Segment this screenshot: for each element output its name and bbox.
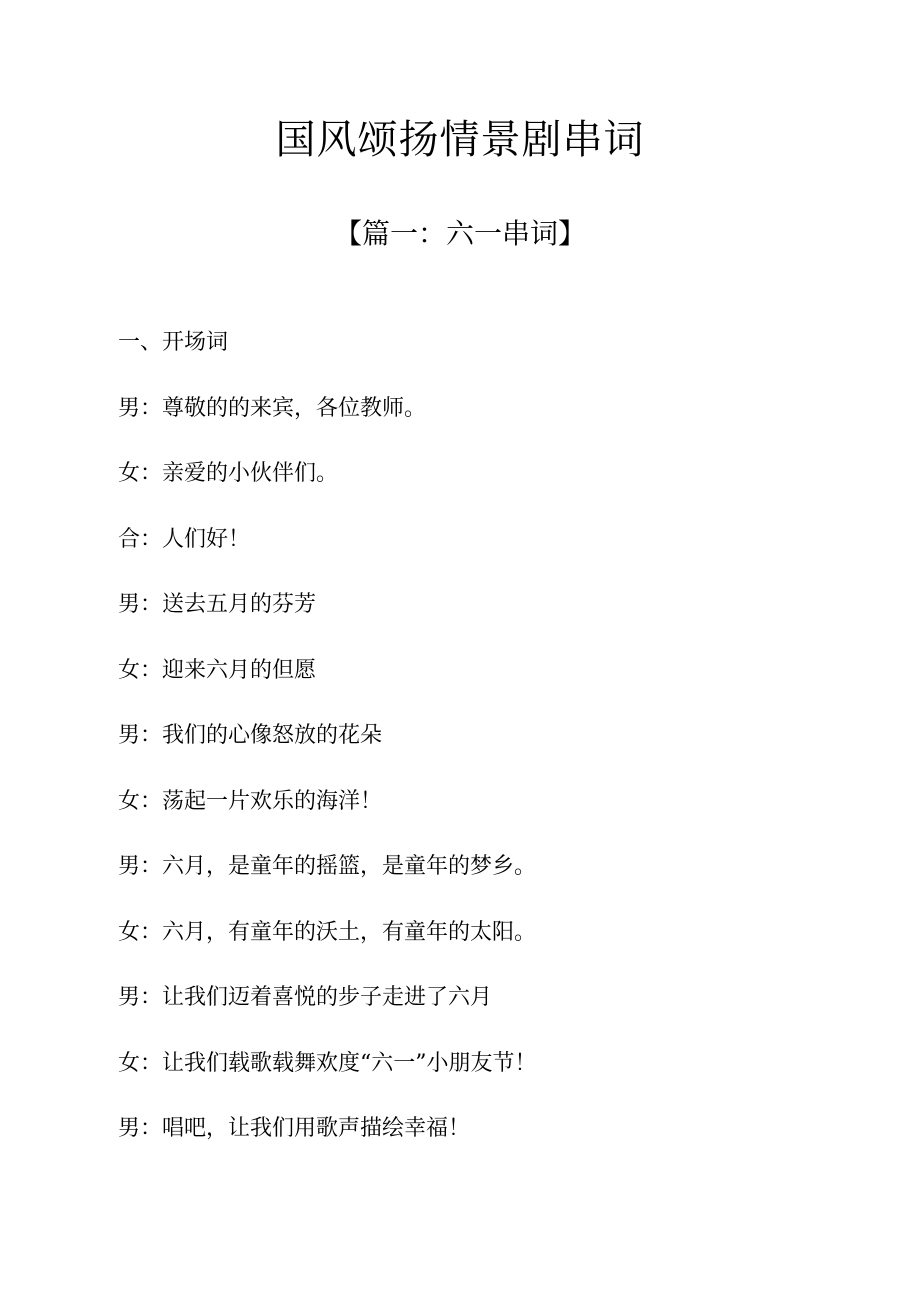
line-text: 六月，是童年的摇篮，是童年的梦乡。 <box>162 854 537 879</box>
line-text: 送去五月的芬芳 <box>162 592 317 617</box>
dialogue-line <box>118 848 818 914</box>
speaker-separator: ： <box>140 395 163 421</box>
speaker-separator: ： <box>140 985 163 1010</box>
speaker-separator: ： <box>140 526 163 552</box>
dialogue-line <box>118 979 818 1045</box>
speaker-label: 女 <box>118 1050 141 1076</box>
speaker-label: 男 <box>118 854 141 879</box>
speaker-separator: ： <box>140 1050 163 1076</box>
line-text: 迎来六月的但愿 <box>162 657 317 683</box>
dialogue-line <box>118 1045 818 1111</box>
document-title: 国风颂扬情景剧串词 <box>275 117 645 163</box>
speaker-label: 男 <box>118 985 141 1010</box>
line-text: 人们好！ <box>162 526 251 552</box>
section-heading: 一、开场词 <box>118 330 229 355</box>
speaker-label: 女 <box>118 461 141 486</box>
speaker-label: 男 <box>118 395 141 421</box>
dialogue-line <box>118 652 818 718</box>
speaker-label: 男 <box>118 723 141 748</box>
dialogue-line <box>118 586 818 652</box>
dialogue-line <box>118 783 818 849</box>
dialogue-line <box>118 717 818 783</box>
line-text: 尊敬的的来宾，各位教师。 <box>162 395 427 421</box>
line-text: 荡起一片欢乐的海洋！ <box>162 788 383 814</box>
speaker-separator: ： <box>140 657 163 683</box>
dialogue-line <box>118 455 818 521</box>
speaker-label: 女 <box>118 657 141 683</box>
line-text: 唱吧，让我们用歌声描绘幸福！ <box>162 1116 471 1141</box>
line-text: 六月，有童年的沃土，有童年的太阳。 <box>162 919 537 945</box>
speaker-separator: ： <box>140 919 163 945</box>
speaker-separator: ： <box>140 1116 163 1141</box>
dialogue-line <box>118 390 818 456</box>
script-body <box>118 324 818 1176</box>
line-text: 让我们载歌载舞欢度“六一”小朋友节！ <box>162 1050 537 1076</box>
speaker-label: 合 <box>118 526 141 552</box>
speaker-separator: ： <box>140 788 163 814</box>
line-text: 亲爱的小伙伴们。 <box>162 461 339 486</box>
speaker-separator: ： <box>140 854 163 879</box>
dialogue-line <box>118 914 818 980</box>
line-text: 让我们迈着喜悦的步子走进了六月 <box>162 985 493 1010</box>
document-subtitle: 【篇一：六一串词】 <box>333 217 586 250</box>
speaker-label: 男 <box>118 592 141 617</box>
speaker-label: 男 <box>118 1116 141 1141</box>
speaker-label: 女 <box>118 788 141 814</box>
dialogue-line <box>118 1110 818 1176</box>
speaker-separator: ： <box>140 461 163 486</box>
speaker-separator: ： <box>140 723 163 748</box>
speaker-label: 女 <box>118 919 141 945</box>
line-text: 我们的心像怒放的花朵 <box>162 723 383 748</box>
dialogue-line <box>118 521 818 587</box>
speaker-separator: ： <box>140 592 163 617</box>
